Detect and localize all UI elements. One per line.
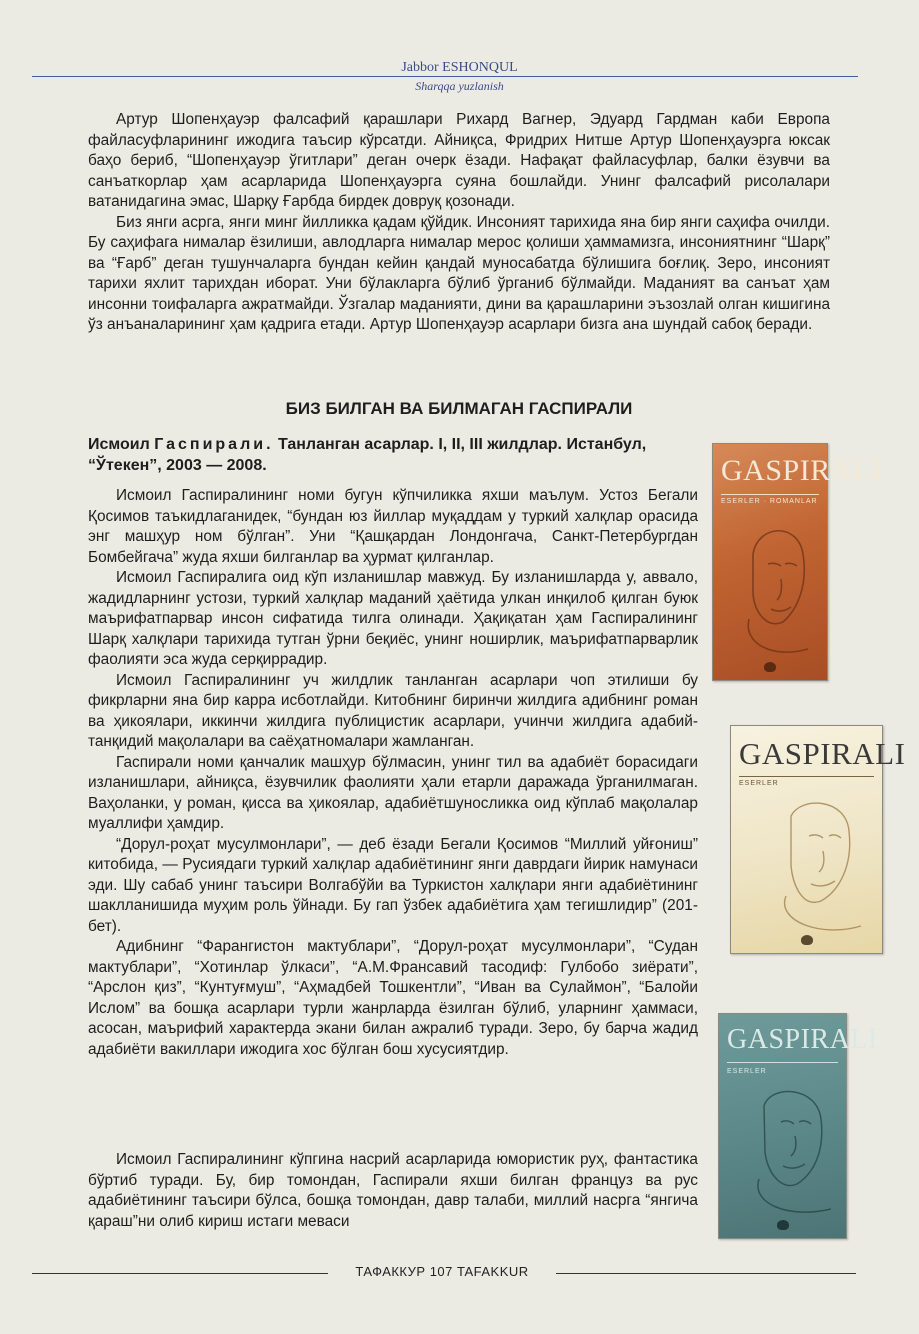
- intro-paragraph: Биз янги асрга, янги минг йилликка қадам қўйдик. Инсоният тарихида яна бир янги саҳифа очилди. Бу саҳифага нималар ёзилиши, авлодларга нималар мерос қолиши ҳаммамизга, инсониятнинг “Шарқ” ва “Ғарб” деган тушунчаларга бундан кейин қандай муносабатда бўлишига боғлиқ. Зеро, инсоният тарихи яхлит тарихдан иборат. Уни бўлакларга бўлиб ўрганиб бўлмайди. Маданият ва санъат ҳам инсонни тоифаларга ажратмайди. Ўзгалар маданияти, дини ва қарашларини эъзозлай олган кишигина ўз анъаналарининг ҳам қадрига етади. Артур Шопенҳауэр асарлари бизга ана шундай сабоқ беради.: [88, 213, 830, 333]
- bib-details: Танланган асарлар. I, II, III жилдлар. Истанбул, “Ўтекен”, 2003 — 2008.: [88, 436, 647, 474]
- book-title-rule: [721, 494, 819, 495]
- bib-author-last: Гаспирали.: [154, 436, 274, 453]
- publisher-logo-icon: [764, 662, 776, 672]
- intro-paragraph: Артур Шопенҳауэр фалсафий қарашлари Рихард Вагнер, Эдуард Гардман каби Европа файласуфларининг ижодига таъсир кўрсатди. Айниқса, Фридрих Нитше Артур Шопенҳауэрга юксак баҳо бериб, “Шопенҳауэр ўгитлари” деган очерк ёзади. Нафақат файласуфлар, балки ёзувчи ва санъаткорлар ҳам асарларида Шопенҳауэрга суяна бошлайди. Унинг фалсафий рисолалари ватанидагина эмас, Шарқу Ғарбда бирдек довруқ қозонади.: [88, 111, 830, 210]
- running-header-author: Jabbor ESHONQUL: [401, 60, 518, 75]
- publisher-logo-icon: [777, 1220, 789, 1230]
- body-paragraph: Исмоил Гаспиралининг кўпгина насрий асарларида юмористик руҳ, фантастика бўртиб туради. Бу, бир томондан, Гаспирали яхши билган француз ва рус адабиётининг таъсири бўлса, бошқа томондан, давр талаби, миллий насрга “янгича қараш”ни олиб кириш истаги меваси: [88, 1151, 698, 1230]
- footer-page-label: ТАФАККУР 107 TAFAKKUR: [355, 1264, 529, 1279]
- bibliography: [88, 434, 700, 476]
- body-text-continued: [88, 1150, 698, 1232]
- book-title: GASPIRALI: [721, 454, 883, 487]
- book-cover-volume-1: [712, 443, 883, 681]
- book-title-rule: [727, 1062, 838, 1063]
- running-header-subtitle: Sharqqa yuzlanish: [415, 79, 504, 93]
- book-subtitle: ESERLER: [739, 780, 779, 787]
- body-paragraph: Гаспирали номи қанчалик машҳур бўлмасин, унинг тил ва адабиёт борасидаги изланишлари, айниқса, ёзувчилик фаолияти ҳали етарли даражада ўрганилмаган. Ваҳоланки, у роман, қисса ва ҳикоялар, адабиётшуносликка оид кўплаб мақолалар муаллифи ҳамдир.: [88, 753, 698, 832]
- book-subtitle: ESERLER: [727, 1068, 767, 1075]
- body-text: [88, 486, 698, 1060]
- intro-text: [88, 110, 830, 336]
- book-subtitle: ESERLER · ROMANLAR: [721, 498, 818, 505]
- book-title: GASPIRALI: [727, 1024, 878, 1055]
- book-cover-volume-2: [730, 725, 906, 954]
- book-cover-volume-3: [718, 1013, 878, 1239]
- section-title: БИЗ БИЛГАН ВА БИЛМАГАН ГАСПИРАЛИ: [285, 399, 633, 418]
- body-paragraph: Исмоил Гаспиралига оид кўп изланишлар мавжуд. Бу изланишларда у, аввало, жадидларнинг устози, туркий халқлар маданий ҳаётида улкан инқилоб қилган буюк маърифатпарвар инсон сифатида тилга олинади. Ҳақиқатан ҳам Гаспиралининг Шарқ халқлари тарихида тутган ўрни беқиёс, унинг ноширлик, маърифатпарварлик фаолияти эса жуда серқиррадир.: [88, 569, 698, 668]
- footer-rule-left: [32, 1273, 328, 1274]
- body-paragraph: Исмоил Гаспиралининг уч жилдлик танланган асарлари чоп этилиши бу фикрларни яна бир карра исботлайди. Китобнинг биринчи жилдига адибнинг роман ва ҳикоялари, иккинчи жилдига публицистик асарлари, учинчи жилдига адабий-танқидий мақолалари ва саёҳатномалари жамланган.: [88, 671, 698, 750]
- publisher-logo-icon: [801, 935, 813, 945]
- bib-author-first: Исмоил: [88, 436, 150, 453]
- header-rule: [32, 76, 858, 77]
- book-title-rule: [739, 776, 874, 777]
- book-title: GASPIRALI: [739, 736, 906, 771]
- footer-rule-right: [556, 1273, 856, 1274]
- body-paragraph: Адибнинг “Фарангистон мактублари”, “Дорул-роҳат мусулмонлари”, “Судан мактублари”, “Хотинлар ўлкаси”, “А.М.Франсавий тасодиф: Гулбобо зиёрати”, “Арслон қиз”, “Кунтуғмуш”, “Аҳмадбей Тошкентли”, “Иван ва Сулаймон”, “Балойи Ислом” ва бошқа асарлари турли жанрларда ёзилган бўлиб, уларнинг ҳаммаси, асосан, маърифий характерда экани билан ажралиб туради. Зеро, бу барча жадид адабиёти вакиллари ижодига хос бўлган бош хусусиятдир.: [88, 938, 698, 1058]
- body-paragraph: “Дорул-роҳат мусулмонлари”, — деб ёзади Бегали Қосимов “Миллий уйғониш” китобида, — Русиядаги туркий халқлар адабиётининг янги даврдаги йирик намунаси эди. Шу сабаб унинг таъсири Волгабўйи ва Туркистон халқлари янги адабиётининг шаклланишида муҳим роль ўйнади. Бу гап ўзбек адабиётига ҳам тегишлидир” (201-бет).: [88, 835, 698, 935]
- body-paragraph: Исмоил Гаспиралининг номи бугун кўпчиликка яхши маълум. Устоз Бегали Қосимов таъкидлаганидек, “бундан юз йиллар муқаддам у туркий халқлар орасида энг машҳур ном бўлган”. Уни “Қашқардан Лондонгача, Санкт-Петербургдан Бомбейгача” жуда яхши билганлар ва ҳурмат қилганлар.: [88, 487, 698, 566]
